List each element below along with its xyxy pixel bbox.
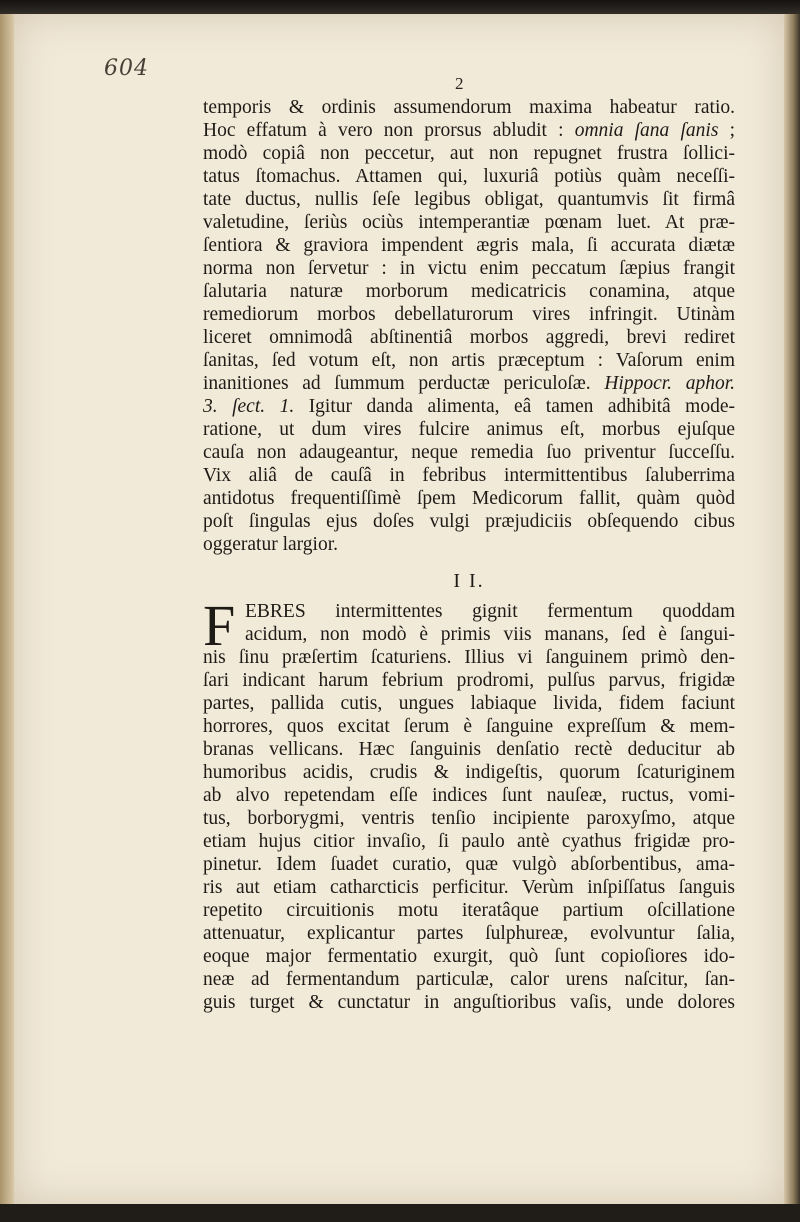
citation-section: 3. ſect. 1. [203, 396, 295, 417]
text-line: ſalutaria naturæ morborum medicatricis conamina, atque [203, 281, 735, 302]
text-line: valetudine, ſeriùs ociùs intemperantiæ pœnam luet. At præ- [203, 212, 735, 233]
text-line: ab alvo repetendam eſſe indices ſunt nauſeæ, ructus, vomi- [203, 785, 735, 806]
text-line: ſari indicant harum febrium prodromi, pulſus parvus, frigidæ [203, 670, 735, 691]
text-line: modò copiâ non peccetur, aut non repugnet frustra ſollici- [203, 143, 735, 164]
drop-cap: F [203, 593, 236, 658]
text-line: humoribus acidis, crudis & indigeſtis, quorum ſcaturiginem [203, 762, 735, 783]
text-line: ratione, ut dum vires fulcire animus eſt, morbus ejuſque [203, 419, 735, 440]
text-line: pinetur. Idem ſuadet curatio, quæ vulgò abſorbentibus, ama- [203, 854, 735, 875]
text-line: EBRES intermittentes gignit fermentum quoddam [245, 601, 735, 622]
text-line: repetito circuitionis motu iteratâque partium oſcillatione [203, 900, 735, 921]
text-line: eoque major fermentatio exurgit, quò ſunt copioſiores ido- [203, 946, 735, 967]
text-line: Hoc effatum à vero non prorsus abludit : omnia ſana ſanis ; [203, 120, 736, 141]
text-line: tatus ſtomachus. Attamen qui, luxuriâ potiùs quàm neceſſi- [203, 166, 735, 187]
text-line: neæ ad fermentandum particulæ, calor urens naſcitur, ſan- [203, 969, 735, 990]
citation-hippocrates: Hippocr. aphor. [604, 373, 736, 394]
text-line: poſt ſingulas ejus doſes vulgi præjudiciis obſequendo cibus [203, 511, 735, 532]
text-line: branas vellicans. Hæc ſanguinis denſatio rectè deducitur ab [203, 739, 735, 760]
left-page-edge [0, 14, 14, 1204]
text-line: tate ductus, nullis ſeſe legibus obligat, quantumvis ſit firmâ [203, 189, 735, 210]
handwritten-folio-mark: 604 [104, 56, 149, 81]
text-line: remediorum morbos debellaturorum vires infringit. Utinàm [203, 304, 735, 325]
text-line: cauſa non adaugeantur, neque remedia ſuo priventur ſucceſſu. [203, 442, 735, 463]
text-line: horrores, quos excitat ſerum è ſanguine expreſſum & mem- [203, 716, 735, 737]
paragraph-2 [203, 593, 735, 1014]
text-line: inanitiones ad ſummum perductæ periculoſæ. Hippocr. aphor. [203, 373, 736, 394]
text-line: tus, borborygmi, ventris tenſio incipiente paroxyſmo, atque [203, 808, 735, 829]
text-line: temporis & ordinis assumendorum maxima habeatur ratio. [203, 97, 735, 118]
text-line: ſentiora & graviora impendent ægris mala, ſi accurata diætæ [203, 235, 735, 256]
text-line: 3. ſect. 1. Igitur danda alimenta, eâ tamen adhibitâ mode- [203, 396, 735, 417]
text-line: etiam hujus citior invaſio, ſi paulo antè cyathus frigidæ pro- [203, 831, 735, 852]
text-line: attenuatur, explicantur partes ſulphureæ, evolvuntur ſalia, [203, 923, 735, 944]
right-page-edge [784, 14, 800, 1204]
paragraph-1 [203, 96, 735, 556]
text-line: guis turget & cunctatur in anguſtioribus vaſis, unde dolores [203, 992, 735, 1013]
text-line: liceret omnimodâ abſtinentiâ morbos aggredi, brevi rediret [203, 327, 735, 348]
text-line: ris aut etiam catharcticis perficitur. Verùm inſpiſſatus ſanguis [203, 877, 735, 898]
text-line: acidum, non modò è primis viis manans, ſed è ſangui- [245, 624, 735, 645]
text-line: norma non ſervetur : in victu enim peccatum ſæpius frangit [203, 258, 735, 279]
bottom-shadow [0, 1204, 800, 1222]
text-line: nis ſinu præſertim ſcaturiens. Illius vi ſanguinem primò den- [203, 647, 735, 668]
text-line: oggeratur largior. [203, 534, 339, 555]
text-line: Vix aliâ de cauſâ in febribus intermittentibus ſaluberrima [203, 465, 735, 486]
page-number: 2 [455, 74, 464, 93]
text-line: ſanitas, ſed votum eſt, non artis præceptum : Vaſorum enim [203, 350, 735, 371]
italic-quote: omnia ſana ſanis [574, 120, 719, 141]
text-line: antidotus frequentiſſimè ſpem Medicorum fallit, quàm quòd [203, 488, 735, 509]
text-line: partes, pallida cutis, ungues labiaque livida, fidem faciunt [203, 693, 735, 714]
section-heading: I I. [453, 570, 485, 592]
